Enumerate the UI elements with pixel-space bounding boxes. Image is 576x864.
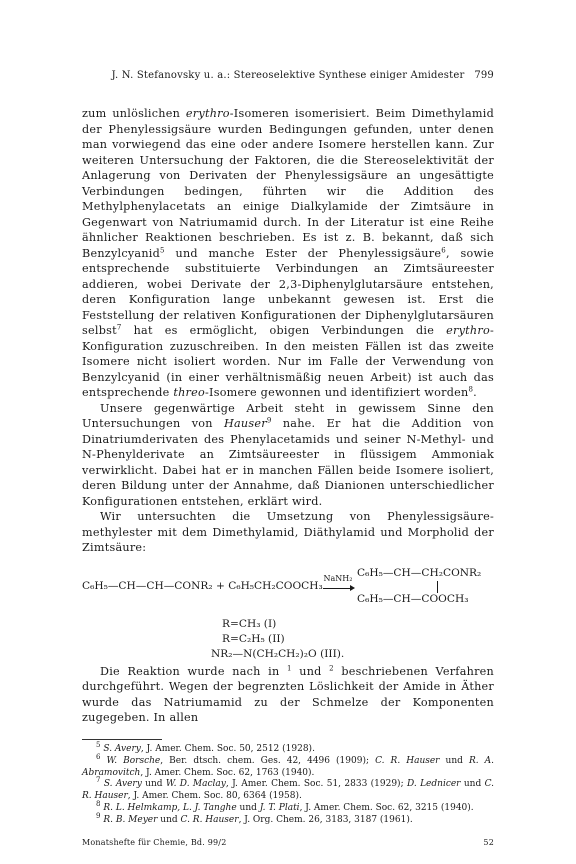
text-run: -Isomere gewonnen und identifiziert worden <box>205 386 469 399</box>
footnote-citation: und <box>157 814 181 825</box>
text-run: -Isomeren isomerisiert. Beim Dimethylamid der Phenylessigsäure wurden Bedingungen gefunden, unter denen man vorwiegend das eine oder andere Isomere herstellen kann. Zur weiteren Untersuchung der Faktoren, die die Stereoselektivität der Anlagerung von Derivaten der Phenylessigsäure an ungesättigte Verbindungen bedingen, führten wir die Addition des Methylphenylacetats an einige Dialkylamide der Zimtsäure in Gegenwart von Natriumamid durch. In der Literatur ist eine Reihe ähnlicher Reaktionen beschrieben. Es ist z. B. bekannt, daß sich Benzylcyanid <box>82 107 494 260</box>
footnote-citation: , Ber. dtsch. chem. Ges. 42, 4496 (1909); <box>160 755 376 766</box>
footnote-citation: , J. Amer. Chem. Soc. 51, 2833 (1929); <box>225 779 407 790</box>
footnote-ref[interactable]: 9 <box>266 416 272 425</box>
reactants <box>82 579 323 595</box>
text-run: Die Reaktion wurde nach in <box>100 664 287 678</box>
text-run: beschriebenen Verfahren durchgeführt. Wegen der begrenzten Löslichkeit der Amide in Äther wurde das Natriumamid zu der Schmelze der Komponenten zugegeben. In allen <box>82 664 494 724</box>
footnote-citation: , J. Amer. Chem. Soc. 62, 1763 (1940). <box>140 767 315 778</box>
footnote-number: 7 <box>96 776 101 785</box>
footnote-number: 8 <box>96 799 101 808</box>
footnote-9 <box>82 811 494 827</box>
footnote-ref[interactable]: 7 <box>116 323 122 332</box>
text-run: und manche Ester der Phenylessigsäure <box>164 246 442 260</box>
arrow-icon <box>323 588 353 589</box>
substituent-2: R=C₂H₅ (II) <box>222 632 285 645</box>
substituent-1: R=CH₃ (I) <box>222 617 277 630</box>
paragraph-3: Wir untersuchten die Umsetzung von Phenylessigsäure-methylester mit dem Dimethylamid, Diäthylamid und Morpholid der Zimtsäure: <box>82 510 494 554</box>
product-line-1: C₆H₅—CH—CH₂CONR₂ <box>357 566 482 579</box>
footnote-5 <box>82 741 494 756</box>
footnote-number: 5 <box>96 741 101 749</box>
footnote-ref[interactable]: 2 <box>329 663 334 672</box>
text-run: nahe. Er hat die Addition von Dinatriumderivaten des Phenylacetamids und seiner N-Methyl- und N-Phenylderivate an Zimtsäureester in flüssigem Ammoniak verwirklicht. Dabei hat er in manchen Fällen beide Isomere isoliert, deren Bildung unter der Annahme, daß Dianionen unterschiedlicher Konfigurationen entstehen, erklärt wird. <box>82 417 494 508</box>
italic-author: Hauser <box>223 417 267 430</box>
footnote-citation: und <box>439 755 469 766</box>
main-text <box>82 106 494 726</box>
footnote-citation: , J. Org. Chem. 26, 3183, 3187 (1961). <box>238 814 413 825</box>
footnote-author: R. A. Abramovitch <box>82 755 495 778</box>
substituent-3: NR₂—N(CH₂CH₂)₂O (III). <box>211 647 345 660</box>
sheet-number: 52 <box>483 838 494 847</box>
substituent-list <box>211 617 345 662</box>
footnote-citation: und <box>141 779 166 790</box>
footnote-divider <box>82 739 162 740</box>
footnote-author: W. D. Maclay <box>165 779 226 790</box>
footnote-author: R. L. Helmkamp, L. J. Tanghe <box>103 802 237 813</box>
footnote-author: C. R. Hauser <box>82 779 495 802</box>
footnote-ref[interactable]: 6 <box>441 245 446 254</box>
journal-name: Monatshefte für Chemie, Bd. 99/2 <box>82 838 227 847</box>
footnote-ref[interactable]: 1 <box>286 663 292 672</box>
footnote-author: J. T. Plati <box>259 802 300 813</box>
italic-term: threo <box>173 386 205 399</box>
footnote-author: C. R. Hauser <box>375 755 440 766</box>
text-run: hat es ermöglicht, obigen Verbindungen die <box>121 324 447 337</box>
footnote-citation: , J. Amer. Chem. Soc. 50, 2512 (1928). <box>140 744 315 754</box>
paragraph-2 <box>82 401 494 510</box>
italic-term: erythro <box>446 324 490 337</box>
running-title: J. N. Stefanovsky u. a.: Stereoselektive Synthese einiger Amidester <box>111 70 465 81</box>
text-run: und <box>291 664 330 678</box>
footnote-author: D. Lednicer <box>406 779 461 790</box>
reaction-arrow <box>322 571 354 590</box>
footnote-author: S. Avery <box>103 779 142 790</box>
footnote-citation: und <box>236 802 260 813</box>
footnote-author: S. Avery <box>103 744 141 754</box>
page-footer <box>82 838 494 847</box>
text-run: -Konfiguration zuzuschreiben. In den meisten Fällen ist das zweite Isomere nicht isoliert worden. Nur im Falle der Verwendung von Benzylcyanid (in einer verhältnismäßig neuen Arbeit) ist auch das entsprechende <box>82 324 494 399</box>
footnote-7 <box>82 776 495 803</box>
footnote-number: 9 <box>96 811 101 820</box>
page-number: 799 <box>474 70 494 81</box>
footnote-author: R. B. Meyer <box>103 814 158 825</box>
footnote-ref[interactable]: 5 <box>160 245 165 254</box>
footnote-author: C. R. Hauser <box>180 814 239 825</box>
footnotes <box>82 741 495 827</box>
reactant-ester: C₆H₅CH₂COOCH₃ <box>228 579 323 592</box>
plus-sign: + <box>212 579 229 592</box>
paragraph-4 <box>82 664 494 726</box>
reagent-label: NaNH₂ <box>323 573 353 583</box>
paragraph-1 <box>82 106 494 401</box>
footnote-citation: , J. Amer. Chem. Soc. 62, 3215 (1940). <box>299 802 474 813</box>
footnote-ref[interactable]: 8 <box>468 385 474 394</box>
footnote-author: W. Borsche <box>106 755 161 766</box>
text-run: Unsere gegenwärtige Arbeit steht in gewissem Sinne den Untersuchungen von <box>82 401 494 430</box>
text-run: zum unlöslichen <box>82 107 186 120</box>
reaction-scheme <box>82 562 494 664</box>
reactant-cinnamamide: C₆H₅—CH—CH—CONR₂ <box>82 579 213 592</box>
footnote-8 <box>82 799 494 815</box>
footnote-6 <box>82 752 495 780</box>
footnote-number: 6 <box>96 752 101 761</box>
text-run: . <box>473 386 477 399</box>
footnote-citation: und <box>460 779 485 790</box>
running-header <box>82 70 494 81</box>
footnote-citation: , J. Amer. Chem. Soc. 80, 6364 (1958). <box>127 791 302 802</box>
product-line-2: C₆H₅—CH—COOCH₃ <box>357 592 469 605</box>
italic-term: erythro <box>185 107 230 120</box>
text-run: , sowie entsprechende substituierte Verbindungen an Zimtsäureester addieren, wobei Derivate der 2,3-Diphenylglutarsäure entstehen, deren Konfiguration lange unbekannt gewesen ist. Erst die Feststellung der relativen Konfigurationen der Diphenylglutarsäuren selbst <box>82 246 494 337</box>
